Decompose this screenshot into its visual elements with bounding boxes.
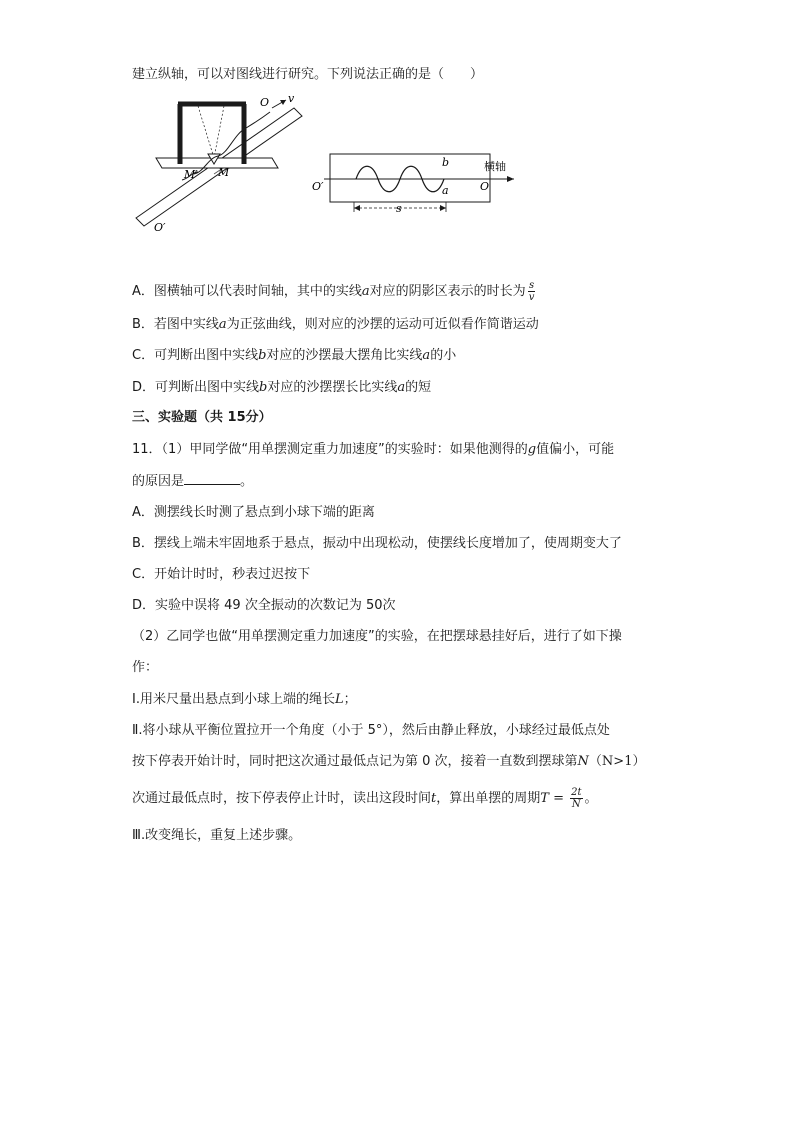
section-heading: 三、实验题（共 15分） <box>132 410 272 425</box>
q11-part1-line2: 的原因是 。 <box>132 474 254 489</box>
board-rect <box>330 154 490 202</box>
q10-option-d: D．可判断出图中实线b对应的沙摆摆长比实线a的短 <box>132 380 432 395</box>
q11-step1: I.用米尺量出悬点到小球上端的绳长L； <box>132 692 357 707</box>
trace-graph-figure <box>310 150 520 222</box>
fraction-2t-over-N: $\frac{2t}{N}$ <box>571 787 582 810</box>
label-O: O <box>480 180 490 193</box>
fraction-s-over-v: $\frac{s}{v}$ <box>528 280 535 303</box>
label-s: s <box>396 202 402 215</box>
intro-text: 建立纵轴，可以对图线进行研究。下列说法正确的是（ ） <box>132 67 484 82</box>
q11-option-d: D．实验中误将 49 次全振动的次数记为 50次 <box>132 598 396 613</box>
q10-option-c: C．可判断出图中实线b对应的沙摆最大摆角比实线a的小 <box>132 348 457 363</box>
answer-blank <box>184 472 240 485</box>
q11-option-b: B．摆线上端未牢固地系于悬点，振动中出现松动，使摆线长度增加了，使周期变大了 <box>132 536 622 551</box>
label-a: a <box>442 184 449 197</box>
q11-step2-line1: Ⅱ.将小球从平衡位置拉开一个角度（小于 5°），然后由静止释放，小球经过最低点处 <box>132 723 610 738</box>
label-O-prime-bottom: O′ <box>154 221 166 234</box>
label-M-prime: M′ <box>184 168 198 181</box>
q11-part2-line2: 作： <box>132 660 159 675</box>
q10-option-b: B．若图中实线a为正弦曲线，则对应的沙摆的运动可近似看作简谐运动 <box>132 317 539 332</box>
label-v: v <box>288 94 295 105</box>
q11-step3: Ⅲ.改变绳长，重复上述步骤。 <box>132 828 302 843</box>
label-b: b <box>442 156 450 169</box>
q11-option-c: C．开始计时时，秒表过迟按下 <box>132 567 311 582</box>
label-O-prime: O′ <box>312 180 324 193</box>
q11-part1-line1: 11．（1）甲同学做“用单摆测定重力加速度”的实验时：如果他测得的g值偏小，可能 <box>132 442 615 457</box>
q11-step2-line2: 按下停表开始计时，同时把这次通过最低点记为第 0 次，接着一直数到摆球第N（N>1） <box>132 754 646 769</box>
horizontal-axis-label: 横轴 <box>484 160 506 173</box>
q11-part2-line1: （2）乙同学也做“用单摆测定重力加速度”的实验，在把摆球悬挂好后，进行了如下操 <box>132 629 622 644</box>
sand-pendulum-figure <box>134 94 304 234</box>
q11-step2-line3: 次通过最低点时，按下停表停止计时，读出这段时间t，算出单摆的周期T = $\frac{2t}{N}$ 。 <box>132 787 598 810</box>
label-M: M <box>218 166 230 179</box>
label-O-top: O <box>260 96 270 109</box>
q10-option-a: A．图横轴可以代表时间轴，其中的实线a对应的阴影区表示的时长为 $\frac{s}{v}$ <box>132 280 535 303</box>
q11-option-a: A．测摆线长时测了悬点到小球下端的距离 <box>132 505 375 520</box>
